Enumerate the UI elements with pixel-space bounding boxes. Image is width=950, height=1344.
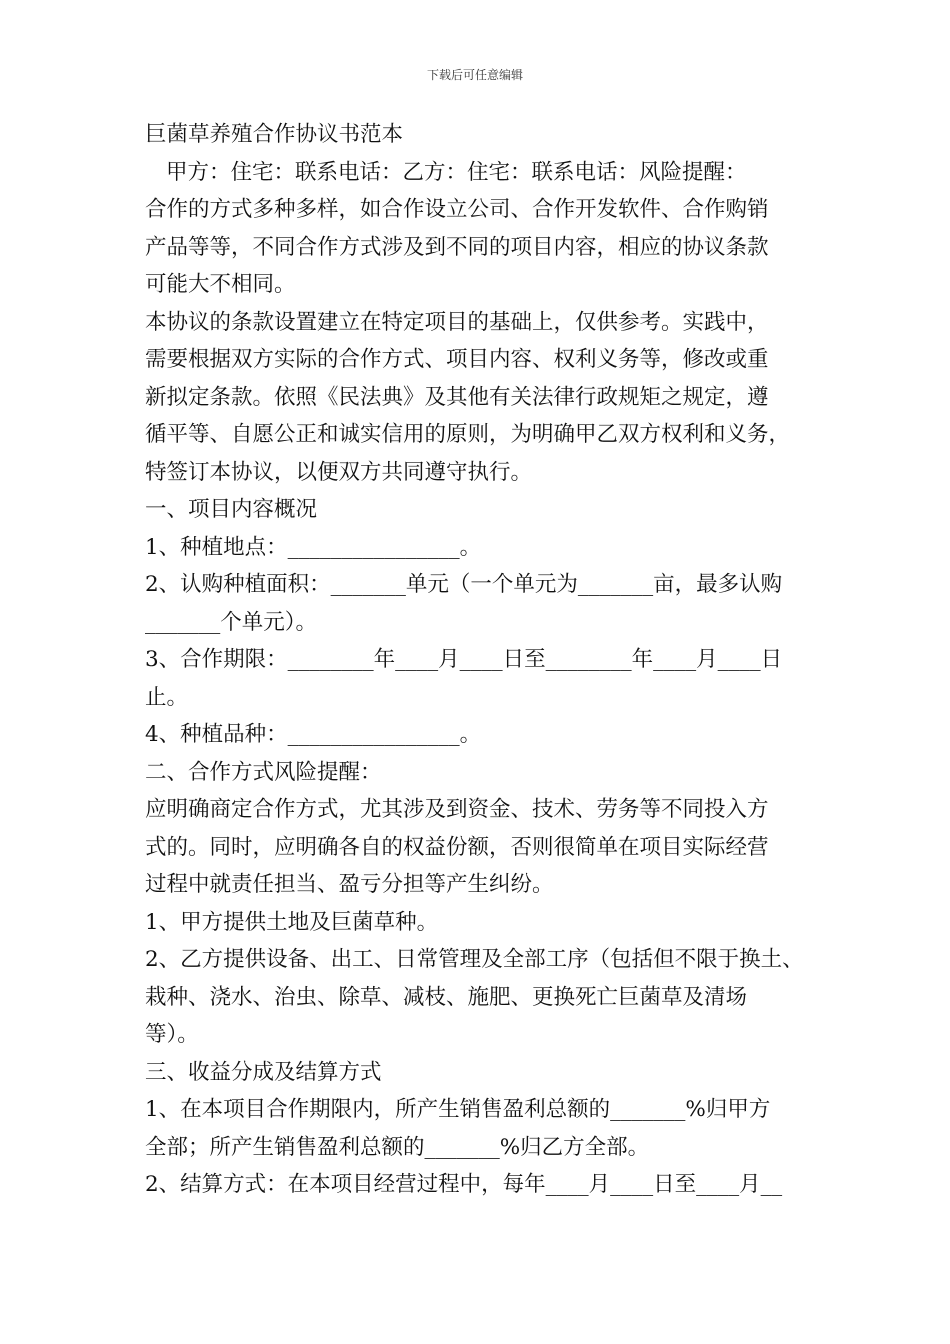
paragraph-line: 可能大不相同。 bbox=[145, 272, 296, 297]
clause-line: 1、种植地点：________________。 bbox=[145, 534, 482, 560]
paragraph-line: 应明确商定合作方式，尤其涉及到资金、技术、劳务等不同投入方 bbox=[145, 797, 769, 822]
clause-line: 等）。 bbox=[145, 1022, 199, 1047]
clause-line: 全部；所产生销售盈利总额的_______%归乙方全部。 bbox=[145, 1134, 650, 1160]
clause-line: 止。 bbox=[145, 684, 189, 710]
paragraph-line: 特签订本协议，以便双方共同遵守执行。 bbox=[145, 459, 533, 485]
paragraph-line: 本协议的条款设置建立在特定项目的基础上，仅供参考。实践中， bbox=[145, 309, 769, 335]
clause-line: 1、在本项目合作期限内，所产生销售盈利总额的_______%归甲方 bbox=[145, 1097, 771, 1122]
section-heading: 二、合作方式风险提醒： bbox=[145, 759, 382, 785]
paragraph-line: 需要根据双方实际的合作方式、项目内容、权利义务等，修改或重 bbox=[145, 347, 769, 372]
clause-line: 栽种、浇水、治虫、除草、减枝、施肥、更换死亡巨菌草及清场 bbox=[145, 984, 748, 1010]
clause-line: 3、合作期限：________年____月____日至________年____月____日 bbox=[145, 647, 783, 672]
clause-line: 4、种植品种：________________。 bbox=[145, 722, 482, 747]
section-heading: 一、项目内容概况 bbox=[145, 497, 318, 522]
clause-line: 1、甲方提供土地及巨菌草种。 bbox=[145, 909, 439, 935]
clause-line: 2、认购种植面积：_______单元（一个单元为_______亩，最多认购 bbox=[145, 572, 783, 597]
document-body bbox=[145, 116, 835, 1204]
clause-line: 2、乙方提供设备、出工、日常管理及全部工序（包括但不限于换土、 bbox=[145, 947, 804, 972]
clause-line: _______个单元）。 bbox=[145, 609, 318, 635]
paragraph-line: 新拟定条款。依照《民法典》及其他有关法律行政规矩之规定，遵 bbox=[145, 384, 769, 410]
header-note: 下载后可任意编辑 bbox=[426, 68, 523, 82]
clause-line: 2、结算方式：在本项目经营过程中，每年____月____日至____月__ bbox=[145, 1172, 783, 1197]
paragraph-line: 循平等、自愿公正和诚实信用的原则，为明确甲乙双方权利和义务， bbox=[145, 422, 791, 447]
paragraph-line: 产品等等，不同合作方式涉及到不同的项目内容，相应的协议条款 bbox=[145, 234, 769, 260]
section-heading: 三、收益分成及结算方式 bbox=[145, 1059, 382, 1085]
paragraph-line: 合作的方式多种多样，如合作设立公司、合作开发软件、合作购销 bbox=[145, 197, 769, 222]
party-info-line: 甲方：住宅：联系电话：乙方：住宅：联系电话：风险提醒： bbox=[166, 159, 747, 185]
paragraph-line: 式的。同时，应明确各自的权益份额，否则很简单在项目实际经营 bbox=[145, 834, 769, 860]
paragraph-line: 过程中就责任担当、盈亏分担等产生纠纷。 bbox=[145, 872, 554, 897]
document-title: 巨菌草养殖合作协议书范本 bbox=[145, 122, 404, 147]
